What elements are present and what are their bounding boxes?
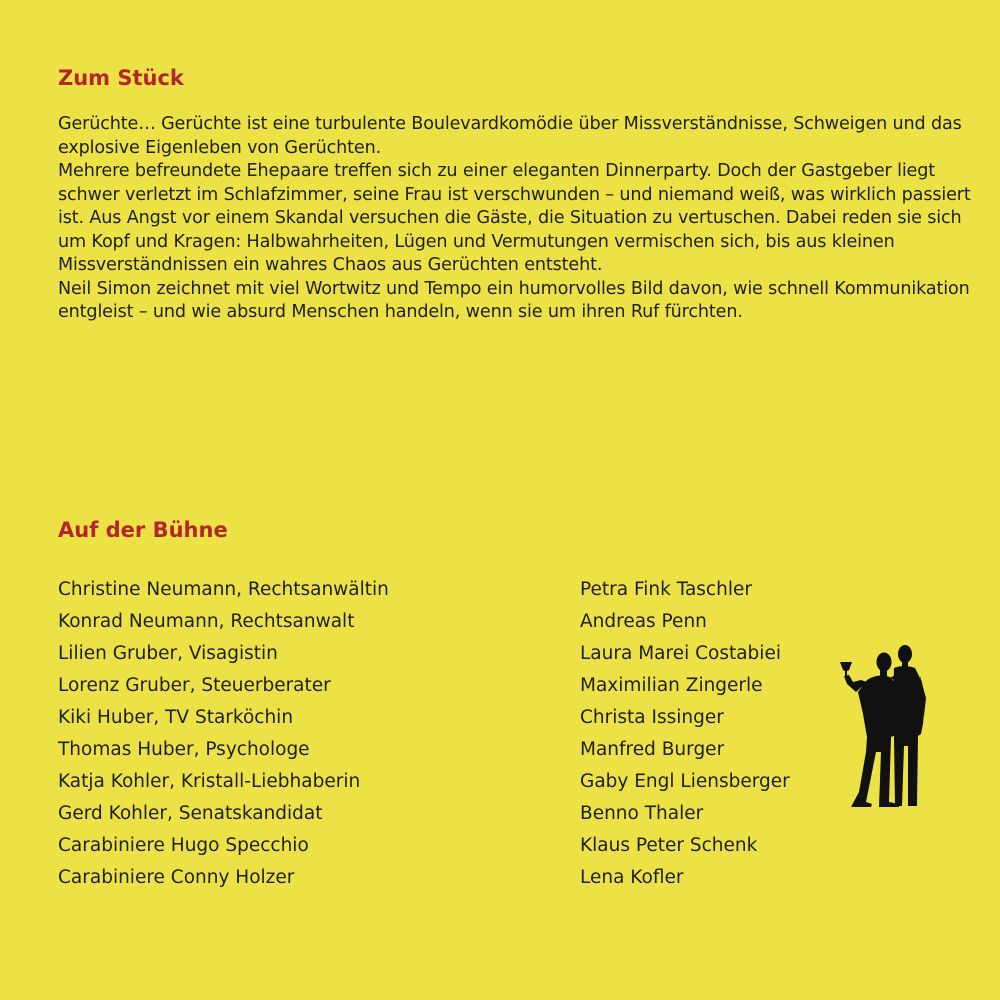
cast-actor: Klaus Peter Schenk: [580, 835, 758, 856]
story-description: [58, 113, 988, 325]
cast-role: Carabiniere Hugo Specchio: [58, 835, 309, 856]
cast-actors-list: [580, 577, 790, 897]
cast-actor: Petra Fink Taschler: [580, 579, 752, 600]
story-paragraph: Gerüchte… Gerüchte ist eine turbulente Boulevardkomödie über Missverständnisse, Schweigen und das explosive Eigenleben von Gerüchten.: [58, 114, 962, 158]
cast-role: Carabiniere Conny Holzer: [58, 867, 295, 888]
section-heading-cast: Auf der Bühne: [58, 518, 228, 542]
cast-actor: Christa Issinger: [580, 707, 724, 728]
section-heading-story: Zum Stück: [58, 66, 184, 90]
cast-role: Katja Kohler, Kristall-Liebhaberin: [58, 771, 361, 792]
cast-role: Kiki Huber, TV Starköchin: [58, 707, 294, 728]
cast-role: Konrad Neumann, Rechtsanwalt: [58, 611, 355, 632]
cast-role: Gerd Kohler, Senatskandidat: [58, 803, 323, 824]
cast-role: Thomas Huber, Psychologe: [58, 739, 310, 760]
cast-actor: Benno Thaler: [580, 803, 704, 824]
cast-actor: Lena Kofler: [580, 867, 684, 888]
cast-roles-list: [58, 577, 389, 897]
cast-role: Christine Neumann, Rechtsanwältin: [58, 579, 389, 600]
story-paragraph: Mehrere befreundete Ehepaare treffen sich zu einer eleganten Dinnerparty. Doch der Gastgeber liegt schwer verletzt im Schlafzimmer, seine Frau ist verschwunden – und niemand weiß, was wirklich passiert ist. Aus Angst vor einem Skandal versuchen die Gäste, die Situation zu vertuschen. Dabei reden sie sich um Kopf und Kragen: Halbwahrheiten, Lügen und Vermutungen vermischen sich, bis aus kleinen Missverständnissen ein wahres Chaos aus Gerüchten entsteht.: [58, 161, 971, 275]
cast-role: Lilien Gruber, Visagistin: [58, 643, 278, 664]
cast-role: Lorenz Gruber, Steuerberater: [58, 675, 331, 696]
cast-actor: Andreas Penn: [580, 611, 707, 632]
cast-actor: Manfred Burger: [580, 739, 725, 760]
cast-actor: Laura Marei Costabiei: [580, 643, 781, 664]
story-paragraph: Neil Simon zeichnet mit viel Wortwitz und Tempo ein humorvolles Bild davon, wie schnell Kommunikation entgleist – und wie absurd Menschen handeln, wenn sie um ihren Ruf fürchten.: [58, 278, 970, 322]
two-men-toasting-silhouette-icon: [836, 642, 930, 810]
cast-actor: Gaby Engl Liensberger: [580, 771, 790, 792]
cast-actor: Maximilian Zingerle: [580, 675, 763, 696]
